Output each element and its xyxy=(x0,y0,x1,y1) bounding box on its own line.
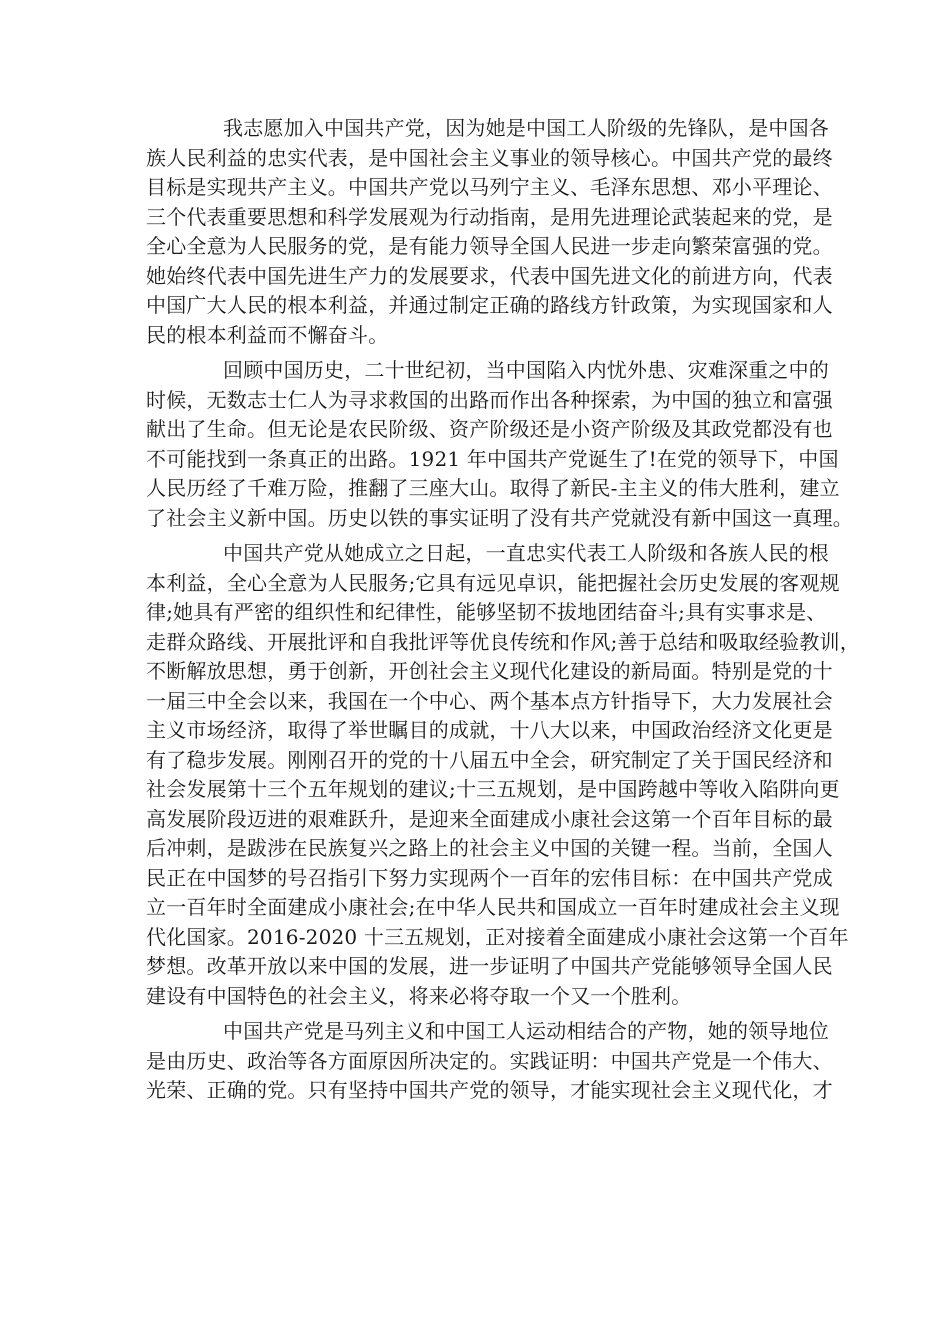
text-line: 本利益，全心全意为人民服务;它具有远见卓识，能把握社会历史发展的客观规 xyxy=(146,570,840,595)
text-line: 民的根本利益而不懈奋斗。 xyxy=(146,322,389,347)
paragraph-4 xyxy=(146,1017,833,1106)
text-line: 全心全意为人民服务的党，是有能力领导全国人民进一步走向繁荣富强的党。 xyxy=(146,234,833,258)
text-line: 后冲刺，是跋涉在民族复兴之路上的社会主义中国的关键一程。当前，全国人 xyxy=(146,836,833,860)
text-line: 中国广大人民的根本利益，并通过制定正确的路线方针政策，为实现国家和人 xyxy=(146,293,833,317)
text-line: 主义市场经济，取得了举世瞩目的成就，十八大以来，中国政治经济文化更是 xyxy=(146,718,833,742)
text-line: 了社会主义新中国。历史以铁的事实证明了没有共产党就没有新中国这一真理。 xyxy=(146,505,853,530)
text-line: 建设有中国特色的社会主义，将来必将夺取一个又一个胜利。 xyxy=(146,983,692,1008)
text-line: 有了稳步发展。刚刚召开的党的十八届五中全会，研究制定了关于国民经济和 xyxy=(146,747,833,772)
text-line: 中国共产党是马列主义和中国工人运动相结合的产物，她的领导地位 xyxy=(223,1019,829,1043)
text-line: 一届三中全会以来，我国在一个中心、两个基本点方针指导下，大力发展社会 xyxy=(146,688,833,713)
text-line: 她始终代表中国先进生产力的发展要求，代表中国先进文化的前进方向，代表 xyxy=(146,263,833,288)
paragraph-1 xyxy=(146,114,833,350)
text-line: 社会发展第十三个五年规划的建议;十三五规划，是中国跨越中等收入陷阱向更 xyxy=(146,777,840,801)
document-body xyxy=(146,114,860,1112)
text-line: 律;她具有严密的组织性和纪律性，能够坚韧不拔地团结奋斗;具有实事求是、 xyxy=(146,600,827,624)
text-line: 目标是实现共产主义。中国共产党以马列宁主义、毛泽东思想、邓小平理论、 xyxy=(146,175,833,199)
text-line: 献出了生命。但无论是农民阶级、资产阶级还是小资产阶级及其政党都没有也 xyxy=(146,417,833,441)
text-line: 人民历经了千难万险，推翻了三座大山。取得了新民-主主义的伟大胜利，建立 xyxy=(146,476,840,500)
text-line: 光荣、正确的党。只有坚持中国共产党的领导，才能实现社会主义现代化，才 xyxy=(146,1078,833,1102)
text-line: 不可能找到一条真正的出路。1921 年中国共产党诞生了!在党的领导下，中国 xyxy=(146,446,839,471)
text-line: 我志愿加入中国共产党，因为她是中国工人阶级的先锋队，是中国各 xyxy=(223,116,829,140)
text-line: 走群众路线、开展批评和自我批评等优良传统和作风;善于总结和吸取经验教训， xyxy=(146,629,860,654)
text-line: 高发展阶段迈进的艰难跃升，是迎来全面建成小康社会这第一个百年目标的最 xyxy=(146,806,833,831)
text-line: 民正在中国梦的号召指引下努力实现两个一百年的宏伟目标：在中国共产党成 xyxy=(146,865,833,890)
text-line: 族人民利益的忠实代表，是中国社会主义事业的领导核心。中国共产党的最终 xyxy=(146,145,833,170)
text-line: 梦想。改革开放以来中国的发展，进一步证明了中国共产党能够领导全国人民 xyxy=(146,954,833,978)
text-line: 回顾中国历史，二十世纪初，当中国陷入内忧外患、灾难深重之中的 xyxy=(223,358,829,382)
text-line: 时候，无数志士仁人为寻求救国的出路而作出各种探索，为中国的独立和富强 xyxy=(146,387,833,412)
text-line: 中国共产党从她成立之日起，一直忠实代表工人阶级和各族人民的根 xyxy=(223,541,829,565)
text-line: 代化国家。2016-2020 十三五规划，正对接着全面建成小康社会这第一个百年 xyxy=(146,924,849,949)
paragraph-3 xyxy=(146,539,860,1011)
text-line: 三个代表重要思想和科学发展观为行动指南，是用先进理论武装起来的党，是 xyxy=(146,204,833,229)
text-line: 不断解放思想，勇于创新，开创社会主义现代化建设的新局面。特别是党的十 xyxy=(146,659,833,683)
paragraph-2 xyxy=(146,356,853,533)
text-line: 是由历史、政治等各方面原因所决定的。实践证明：中国共产党是一个伟大、 xyxy=(146,1048,833,1073)
text-line: 立一百年时全面建成小康社会;在中华人民共和国成立一百年时建成社会主义现 xyxy=(146,895,840,919)
